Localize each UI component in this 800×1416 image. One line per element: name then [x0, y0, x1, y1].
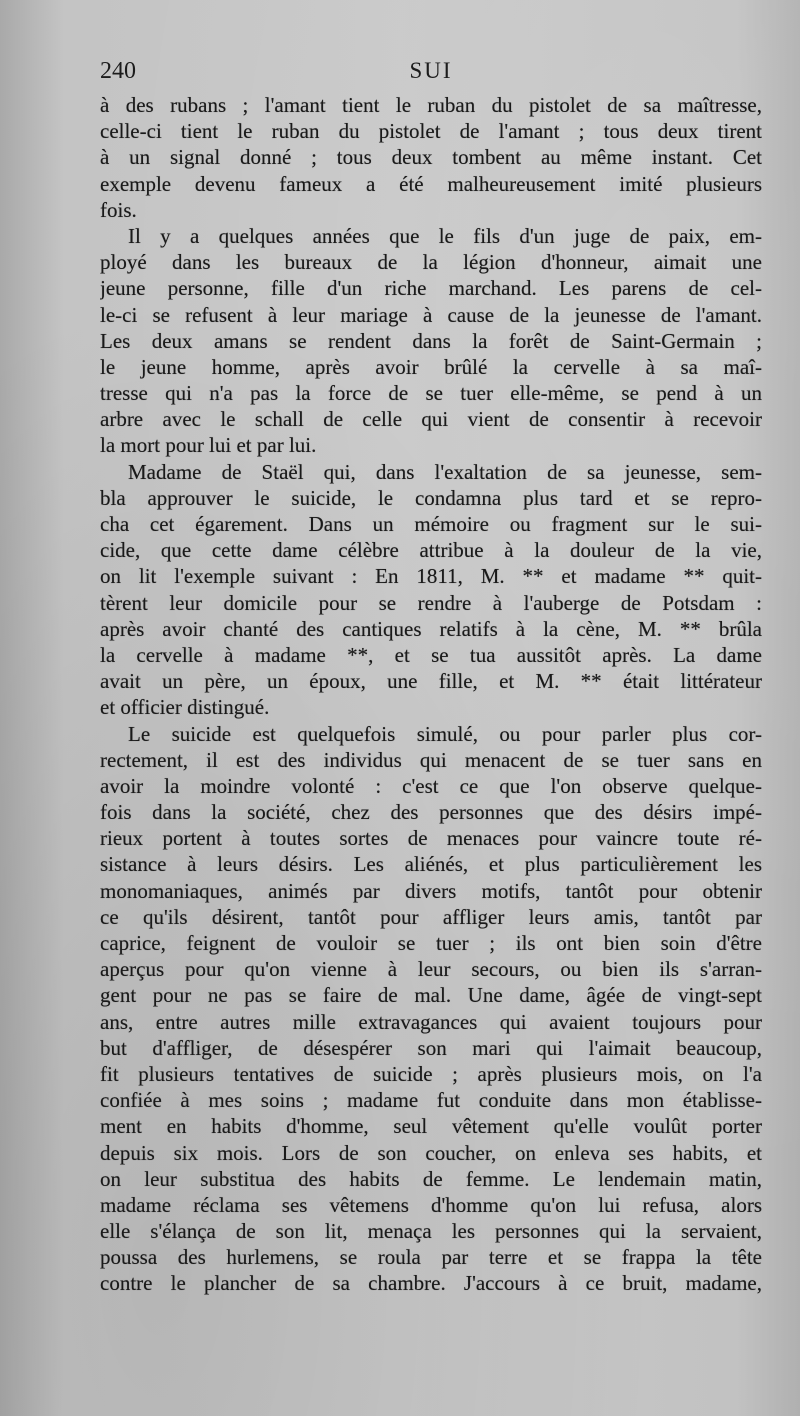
- paragraph: [100, 92, 762, 223]
- text-line: tresse qui n'a pas la force de se tuer elle-même, se pend à un: [100, 381, 762, 406]
- text-line: jeune personne, fille d'un riche marchand. Les parens de cel-: [100, 276, 762, 301]
- text-line: aperçus pour qu'on vienne à leur secours, ou bien ils s'arran-: [100, 957, 762, 982]
- text-line: Les deux amans se rendent dans la forêt de Saint-Germain ;: [100, 328, 762, 353]
- text-line: caprice, feignent de vouloir se tuer ; ils ont bien soin d'être: [100, 931, 762, 955]
- text-line: madame réclama ses vêtemens d'homme qu'on lui refusa, alors: [100, 1192, 762, 1217]
- text-line: fois.: [100, 197, 137, 222]
- text-line: et officier distingué.: [100, 695, 270, 720]
- text-line: le jeune homme, après avoir brûlé la cervelle à sa maî-: [100, 354, 762, 379]
- text-line: à un signal donné ; tous deux tombent au même instant. Cet: [100, 145, 762, 170]
- paragraph: [100, 223, 762, 459]
- running-head-word: SUI: [409, 58, 453, 83]
- paragraph: [100, 721, 762, 1297]
- text-line: confiée à mes soins ; madame fut conduite dans mon établisse-: [100, 1088, 762, 1113]
- text-line: rectement, il est des individus qui menacent de se tuer sans en: [100, 747, 762, 772]
- text-line: monomaniaques, animés par divers motifs, tantôt pour obtenir: [100, 878, 762, 903]
- text-line: contre le plancher de sa chambre. J'accours à ce bruit, madame,: [100, 1271, 762, 1296]
- text-line: depuis six mois. Lors de son coucher, on enleva ses habits, et: [100, 1140, 762, 1165]
- text-line: après avoir chanté des cantiques relatifs à la cène, M. ** brûla: [100, 616, 762, 641]
- text-line: avait un père, un époux, une fille, et M. ** était littérateur: [100, 669, 762, 694]
- text-line: cha cet égarement. Dans un mémoire ou fragment sur le sui-: [100, 512, 762, 536]
- text-line: fois dans la société, chez des personnes que des désirs impé-: [100, 800, 762, 825]
- text-line: Le suicide est quelquefois simulé, ou pour parler plus cor-: [128, 721, 762, 746]
- text-line: rieux portent à toutes sortes de menaces pour vaincre toute ré-: [100, 826, 762, 851]
- body-text: [100, 92, 762, 1297]
- running-head: [100, 58, 762, 88]
- paragraph: [100, 459, 762, 721]
- text-line: arbre avec le schall de celle qui vient de consentir à recevoir: [100, 407, 762, 432]
- text-line: ment en habits d'homme, seul vêtement qu'elle voulût porter: [100, 1114, 762, 1139]
- text-line: Madame de Staël qui, dans l'exaltation de sa jeunesse, sem-: [128, 459, 762, 484]
- text-line: but d'affliger, de désespérer son mari qui l'aimait beaucoup,: [100, 1035, 762, 1060]
- text-line: sistance à leurs désirs. Les aliénés, et plus particulièrement les: [100, 852, 762, 877]
- text-line: ans, entre autres mille extravagances qui avaient toujours pour: [100, 1009, 762, 1034]
- text-line: exemple devenu fameux a été malheureusement imité plusieurs: [100, 171, 762, 196]
- text-line: poussa des hurlemens, se roula par terre et se frappa la tête: [100, 1245, 762, 1270]
- page-number: 240: [100, 58, 136, 84]
- text-line: on leur substitua des habits de femme. Le lendemain matin,: [100, 1166, 762, 1191]
- text-line: elle s'élança de son lit, menaça les personnes qui la servaient,: [100, 1219, 762, 1244]
- text-line: à des rubans ; l'amant tient le ruban du pistolet de sa maîtresse,: [100, 93, 762, 117]
- text-line: celle-ci tient le ruban du pistolet de l'amant ; tous deux tirent: [100, 119, 762, 144]
- text-line: le-ci se refusent à leur mariage à cause de la jeunesse de l'amant.: [100, 302, 762, 327]
- text-line: ployé dans les bureaux de la légion d'honneur, aimait une: [100, 250, 762, 275]
- text-line: la cervelle à madame **, et se tua aussitôt après. La dame: [100, 642, 762, 667]
- text-line: on lit l'exemple suivant : En 1811, M. ** et madame ** quit-: [100, 564, 762, 589]
- text-line: la mort pour lui et par lui.: [100, 433, 317, 458]
- text-line: bla approuver le suicide, le condamna plus tard et se repro-: [100, 485, 762, 510]
- text-line: gent pour ne pas se faire de mal. Une dame, âgée de vingt-sept: [100, 983, 762, 1008]
- text-line: ce qu'ils désirent, tantôt pour affliger leurs amis, tantôt par: [100, 904, 762, 929]
- text-line: fit plusieurs tentatives de suicide ; après plusieurs mois, on l'a: [100, 1061, 762, 1086]
- text-line: cide, que cette dame célèbre attribue à la douleur de la vie,: [100, 538, 762, 563]
- text-line: avoir la moindre volonté : c'est ce que l'on observe quelque-: [100, 773, 762, 798]
- text-line: Il y a quelques années que le fils d'un juge de paix, em-: [128, 223, 762, 248]
- text-line: tèrent leur domicile pour se rendre à l'auberge de Potsdam :: [100, 590, 762, 615]
